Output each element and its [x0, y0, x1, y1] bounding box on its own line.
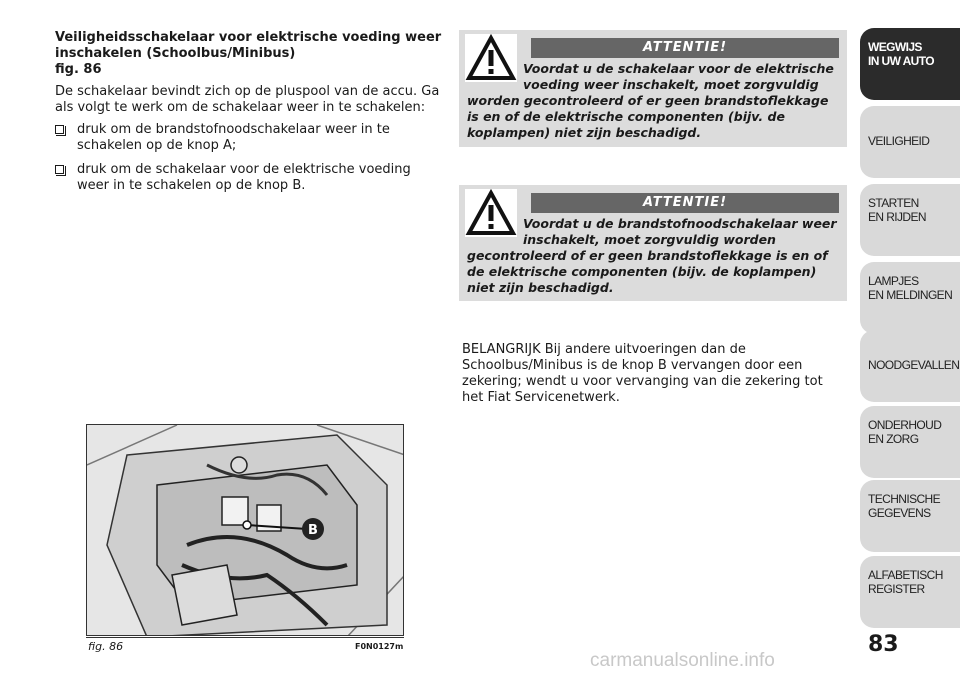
figure-reference: fig. 86: [55, 62, 102, 77]
figure-divider: [86, 637, 404, 638]
tab-noodgevallen[interactable]: NOODGEVALLEN: [860, 330, 960, 402]
warning-box-2: [459, 185, 847, 301]
list-item: druk om de schakelaar voor de elektrische voeding weer in te schakelen op de knop B.: [55, 162, 445, 194]
warning-triangle-icon: [465, 189, 517, 237]
battery-illustration: [87, 425, 404, 636]
intro-paragraph: De schakelaar bevindt zich op de pluspool van de accu. Ga als volgt te werk om de schakelaar weer in te schakelen:: [55, 84, 440, 115]
page-number: 83: [868, 632, 899, 657]
main-content: [55, 30, 445, 202]
figure-caption: fig. 86: [88, 640, 124, 653]
instruction-list: [55, 122, 445, 194]
tab-lampjes[interactable]: LAMPJES EN MELDINGEN: [860, 262, 960, 334]
tab-starten[interactable]: STARTEN EN RIJDEN: [860, 184, 960, 256]
battery-figure: [86, 424, 404, 636]
important-note: BELANGRIJK Bij andere uitvoeringen dan de Schoolbus/Minibus is de knop B vervangen door een zekering; wendt u voor vervanging van die zekering tot het Fiat Servicenetwerk.: [462, 342, 823, 405]
watermark: carmanualsonline.info: [590, 650, 775, 671]
checkbox-bullet-icon: [55, 125, 64, 134]
figure-code: F0N0127m: [355, 642, 404, 651]
tab-alfabetisch[interactable]: ALFABETISCH REGISTER: [860, 556, 960, 628]
warning-text: Voordat u de schakelaar voor de elektrische voeding weer inschakelt, moet zorgvuldig worden gecontroleerd of er geen brandstoflekkage is en of de elektrische componenten (bijv. de koplampen) niet zijn beschadigd.: [467, 61, 834, 140]
warning-heading: ATTENTIE!: [531, 193, 839, 213]
checkbox-bullet-icon: [55, 165, 64, 174]
warning-box-1: [459, 30, 847, 147]
tab-wegwijs[interactable]: WEGWIJS IN UW AUTO: [860, 28, 960, 100]
warning-text: Voordat u de brandstofnoodschakelaar weer inschakelt, moet zorgvuldig worden gecontroleerd of er geen brandstoflekkage is en of de elektrische componenten (bijv. de koplampen) niet zijn beschadigd.: [467, 216, 837, 295]
tab-technische[interactable]: TECHNISCHE GEGEVENS: [860, 480, 960, 552]
warning-heading: ATTENTIE!: [531, 38, 839, 58]
callout-b-label: B: [308, 523, 318, 538]
warning-triangle-icon: [465, 34, 517, 82]
tab-veiligheid[interactable]: VEILIGHEID: [860, 106, 960, 178]
tab-onderhoud[interactable]: ONDERHOUD EN ZORG: [860, 406, 960, 478]
section-title: Veiligheidsschakelaar voor elektrische voeding weer inschakelen (Schoolbus/Minibus): [55, 30, 442, 61]
list-item: druk om de brandstofnoodschakelaar weer in te schakelen op de knop A;: [55, 122, 445, 154]
